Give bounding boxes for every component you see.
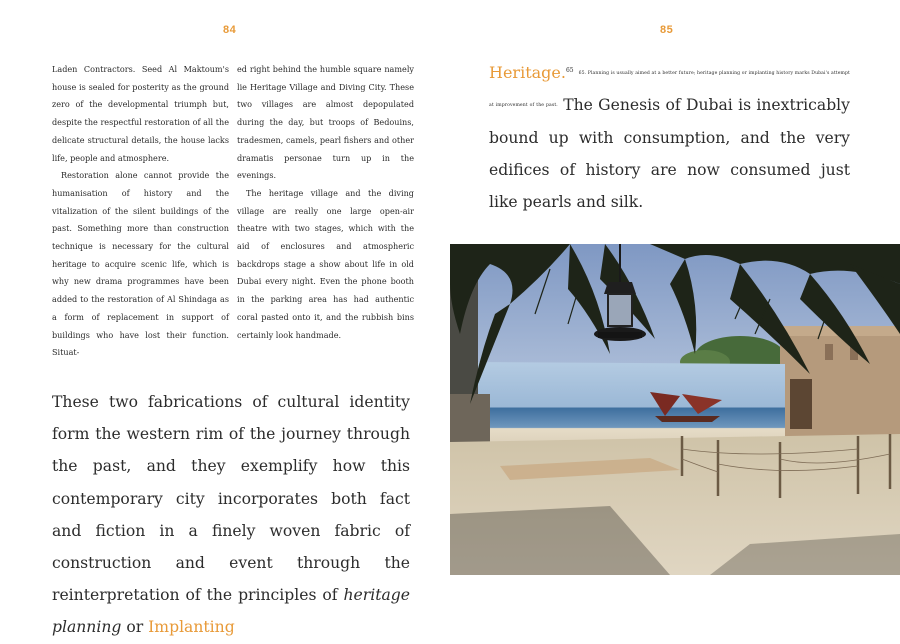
- page-number-left: 84: [223, 24, 237, 36]
- paragraph: Laden Contractors. Seed Al Maktoum's house is sealed for posterity as the ground zero of the developmental triumph but, despite the respectful restoration of all the delicate structural details, the house lacks life, people and atmosphere.: [52, 64, 229, 163]
- right-page-text: The Genesis of Dubai is inextricably bound up with consumption, and the very edifices of history are now consumed just like pearls and silk.: [489, 96, 850, 211]
- heritage-village-photo: [450, 244, 900, 575]
- pull-quote-right: [489, 55, 850, 218]
- heritage-word: Heritage.: [489, 63, 566, 83]
- pull-quote-text: These two fabrications of cultural identity form the western rim of the journey through the past, and they exemplify how this contemporary city incorporates both fact and fiction in a finely woven fabric of construction and event through the reinterpretation of the principles of: [52, 393, 410, 605]
- page-number-right: 85: [660, 24, 674, 36]
- pull-quote-highlight: Implanting: [148, 618, 235, 637]
- text-column-1: [52, 61, 229, 362]
- paragraph: The heritage village and the diving village are really one large open-air theatre with two stages, which with the aid of enclosures and atmospheric backdrops stage a show about life in old Dubai every night. Even the phone booth in the parking area has had authentic coral pasted onto it, and the rubbish bins certainly look handmade.: [237, 187, 414, 340]
- paragraph: Restoration alone cannot provide the humanisation of history and the vitalization of the silent buildings of the past. Something more than construction technique is necessary for the cultural heritage to acquire scenic life, which is why new drama programmes have been added to the restoration of Al Shindaga as a form of replacement in support of buildings who have lost their function. Situat-: [52, 170, 229, 358]
- text-column-2: [237, 61, 414, 344]
- pull-quote-left: [52, 386, 410, 644]
- pull-quote-connector: or: [121, 618, 149, 637]
- pull-quote-italic: heritage planning: [52, 586, 410, 637]
- footnote-text: 65. Planning is usually aimed at a better future; heritage planning or implanting history marks Dubai's attempt at improvement of the past.: [489, 71, 850, 109]
- paragraph: ed right behind the humble square namely lie Heritage Village and Diving City. These two villages are almost depopulated during the day, but troops of Bedouins, tradesmen, camels, pearl fishers and other dramatis personae turn up in the evenings.: [237, 64, 414, 181]
- footnote-reference: 65: [565, 67, 574, 74]
